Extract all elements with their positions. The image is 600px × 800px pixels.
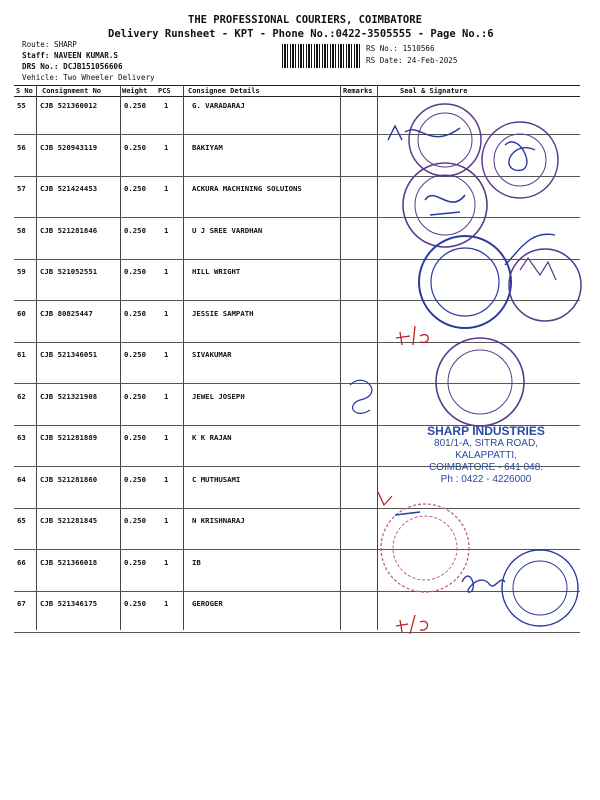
stamp-circle	[482, 122, 558, 198]
row-sno: 64	[17, 474, 26, 484]
col-consignee: Consignee Details	[188, 87, 260, 95]
row-weight: 0.250	[124, 516, 146, 525]
stamp-address-1: 801/1-A, SITRA ROAD,	[434, 438, 538, 449]
signature	[462, 576, 505, 592]
row-consignment: CJB 521052551	[40, 267, 98, 276]
initials	[396, 615, 428, 634]
row-pcs: 1	[164, 391, 169, 401]
row-weight: 0.250	[124, 557, 146, 567]
route-label: Route: SHARP	[22, 40, 77, 49]
row-consignee: GEROGER	[192, 599, 223, 608]
stamp-address-3: COIMBATORE - 641 048.	[428, 462, 544, 473]
row-consignment: CJB 521281845	[40, 516, 98, 525]
row-weight: 0.250	[124, 599, 146, 608]
row-sno: 62	[17, 391, 26, 401]
signature	[505, 142, 535, 170]
row-consignee: HILL WRIGHT	[192, 267, 241, 276]
row-consignee: SIVAKUMAR	[192, 350, 232, 359]
col-seal: Seal & Signature	[400, 87, 468, 95]
stamp-circle	[509, 249, 581, 321]
row-sno: 58	[17, 225, 26, 235]
sharp-industries-stamp	[412, 424, 560, 486]
runsheet-subtitle: Delivery Runsheet - KPT - Phone No.:0422-3505555 - Page No.:6	[108, 28, 494, 40]
stamp-circle	[418, 113, 472, 167]
row-consignee: JESSIE SAMPATH	[192, 308, 254, 318]
row-consignment: CJB 521346051	[40, 350, 98, 359]
row-pcs: 1	[164, 599, 169, 608]
row-weight: 0.250	[124, 267, 146, 276]
drs-label: DRS No.: DCJB151056606	[22, 62, 123, 71]
stamp-circle	[419, 236, 511, 328]
stamp-figure	[520, 258, 556, 280]
row-pcs: 1	[164, 225, 169, 235]
row-consignment: CJB 521424453	[40, 184, 98, 193]
stamp-circle	[381, 504, 469, 592]
signature	[395, 512, 420, 515]
stamp-circle	[431, 248, 499, 316]
row-pcs: 1	[164, 557, 169, 567]
row-consignment: CJB 521360012	[40, 101, 98, 110]
col-weight: Weight	[122, 87, 148, 95]
row-pcs: 1	[164, 308, 169, 318]
row-consignee: JEWEL JOSEPH	[192, 391, 245, 401]
row-weight: 0.250	[124, 184, 146, 193]
row-consignment: CJB 80825447	[40, 308, 93, 318]
stamp-circle	[409, 104, 481, 176]
row-weight: 0.250	[124, 391, 146, 401]
row-pcs: 1	[164, 350, 169, 359]
row-sno: 63	[17, 433, 26, 442]
row-sno: 59	[17, 267, 26, 276]
row-consignment: CJB 521321908	[40, 391, 98, 401]
signature	[388, 126, 460, 140]
row-pcs: 1	[164, 474, 169, 484]
rs-number: RS No.: 1510566	[366, 44, 435, 53]
row-weight: 0.250	[124, 142, 146, 152]
stamp-circle	[436, 338, 524, 426]
row-weight: 0.250	[124, 308, 146, 318]
row-consignee: BAKIYAM	[192, 142, 223, 152]
row-pcs: 1	[164, 184, 169, 193]
row-consignment: CJB 521366018	[40, 557, 98, 567]
stamp-circle	[494, 134, 546, 186]
signature	[350, 380, 372, 413]
initials	[378, 492, 392, 505]
col-sno: S No	[16, 87, 33, 95]
row-pcs: 1	[164, 142, 169, 152]
row-consignee: ACKURA MACHINING SOLUIONS	[192, 184, 302, 193]
row-sno: 60	[17, 308, 26, 318]
stamp-circle	[513, 561, 567, 615]
row-consignee: U J SREE VARDHAN	[192, 225, 263, 235]
row-consignee: K K RAJAN	[192, 433, 232, 442]
row-weight: 0.250	[124, 350, 146, 359]
row-sno: 67	[17, 599, 26, 608]
row-pcs: 1	[164, 267, 169, 276]
company-title: THE PROFESSIONAL COURIERS, COIMBATORE	[188, 14, 422, 26]
stamp-circle	[448, 350, 512, 414]
row-pcs: 1	[164, 433, 169, 442]
row-sno: 56	[17, 142, 26, 152]
staff-label: Staff: NAVEEN KUMAR.S	[22, 51, 119, 60]
initials	[396, 326, 428, 345]
stamp-circle	[393, 516, 457, 580]
row-consignment: CJB 521281846	[40, 225, 98, 235]
row-sno: 66	[17, 557, 26, 567]
row-consignment: CJB 521346175	[40, 599, 98, 608]
row-weight: 0.250	[124, 225, 146, 235]
row-consignment: CJB 520943119	[40, 142, 98, 152]
signature	[425, 195, 465, 215]
row-consignment: CJB 521281860	[40, 474, 98, 484]
row-pcs: 1	[164, 516, 169, 525]
row-sno: 57	[17, 184, 26, 193]
stamp-company: SHARP INDUSTRIES	[427, 424, 545, 438]
row-consignee: N KRISHNARAJ	[192, 516, 245, 525]
row-weight: 0.250	[124, 433, 146, 442]
row-weight: 0.250	[124, 101, 146, 110]
row-sno: 61	[17, 350, 26, 359]
row-sno: 55	[17, 101, 26, 110]
col-consignment: Consignment No	[42, 87, 102, 95]
row-consignee: C MUTHUSAMI	[192, 474, 241, 484]
row-consignee: G. VARADARAJ	[192, 101, 245, 110]
row-weight: 0.250	[124, 474, 146, 484]
rs-date: RS Date: 24-Feb-2025	[366, 56, 458, 65]
vehicle-label: Vehicle: Two Wheeler Delivery	[22, 73, 155, 82]
row-consignment: CJB 521281889	[40, 433, 98, 442]
col-pcs: PCS	[158, 87, 171, 95]
row-consignee: IB	[192, 557, 201, 567]
stamp-circle	[415, 175, 475, 235]
col-remarks: Remarks	[343, 87, 373, 95]
row-pcs: 1	[164, 101, 169, 110]
stamp-phone: Ph : 0422 - 4226000	[440, 474, 532, 485]
row-sno: 65	[17, 516, 26, 525]
stamp-address-2: KALAPPATTI,	[455, 450, 517, 461]
